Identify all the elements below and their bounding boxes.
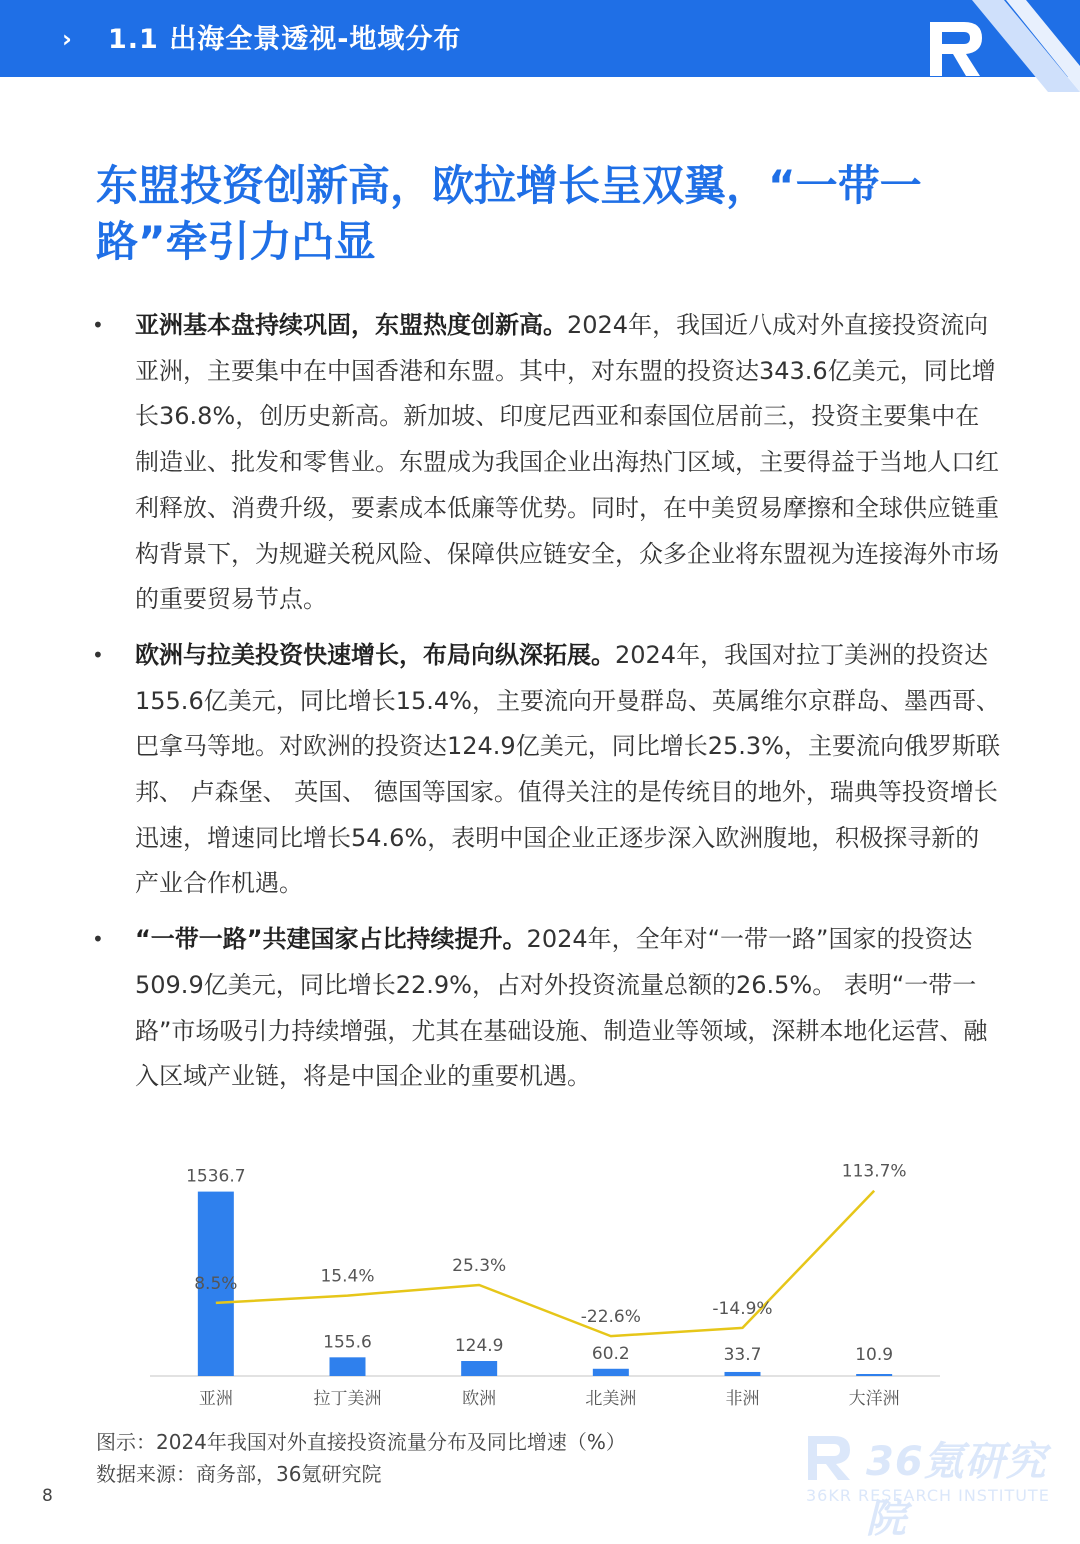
bar-value-label-0: 1536.7 xyxy=(186,1166,246,1187)
category-label-2: 欧洲 xyxy=(462,1389,497,1409)
page-number: 8 xyxy=(42,1486,53,1506)
bullet-dot-icon: • xyxy=(92,642,104,667)
bullet-lead: 亚洲基本盘持续巩固，东盟热度创新高。 xyxy=(135,311,567,339)
watermark-name: 36氪研究院 xyxy=(866,1439,1047,1542)
growth-value-label-3: -22.6% xyxy=(580,1307,641,1328)
watermark-logo-icon xyxy=(804,1430,862,1486)
chart-caption: 图示：2024年我国对外直接投资流量分布及同比增速（%） xyxy=(96,1430,626,1454)
growth-value-label-5: 113.7% xyxy=(841,1161,907,1182)
category-label-5: 大洋洲 xyxy=(848,1389,900,1409)
bullet-lead: 欧洲与拉美投资快速增长，布局向纵深拓展。 xyxy=(135,640,615,669)
growth-value-label-2: 25.3% xyxy=(452,1256,507,1277)
bullet-item xyxy=(92,303,1002,623)
page-headline: 东盟投资创新高，欧拉增长呈双翼，“一带一路”牵引力凸显 xyxy=(96,161,922,266)
category-label-0: 亚洲 xyxy=(198,1389,233,1409)
36kr-logo-icon xyxy=(920,0,1080,92)
watermark xyxy=(800,1428,1060,1542)
bar-value-label-3: 60.2 xyxy=(591,1343,630,1364)
growth-value-label-1: 15.4% xyxy=(320,1266,375,1287)
bullet-list xyxy=(92,303,1002,1110)
bullet-dot-icon: • xyxy=(92,313,104,337)
bullet-body: 2024年，我国对拉丁美洲的投资达155.6亿美元，同比增长15.4%，主要流向开曼群岛、英属维尔京群岛、墨西哥、巴拿马等地。对欧洲的投资达124.9亿美元，同比增长25.3%，主要流向俄罗斯联邦、 卢森堡、 英国、 德国等国家。值得关注的是传统目的地外，瑞典等投资增长迅速，增速同比增长54.6%，表明中国企业正逐步深入欧洲腹地，积极探寻新的产业合作机遇。 xyxy=(135,640,1000,898)
data-source: 数据来源：商务部，36氪研究院 xyxy=(96,1462,382,1486)
growth-value-label-0: 8.5% xyxy=(194,1273,238,1294)
bullet-lead: “一带一路”共建国家占比持续提升。 xyxy=(135,925,527,954)
growth-value-label-4: -14.9% xyxy=(712,1298,773,1319)
investment-chart xyxy=(150,1140,940,1420)
bar-4 xyxy=(725,1372,761,1376)
bar-2 xyxy=(461,1361,497,1376)
bullet-item xyxy=(92,917,1002,1100)
bar-3 xyxy=(593,1369,629,1376)
category-label-3: 北美洲 xyxy=(585,1389,637,1409)
bar-1 xyxy=(330,1357,366,1376)
bar-value-label-4: 33.7 xyxy=(723,1345,762,1365)
chevron-right-icon: › xyxy=(62,25,72,53)
bullet-body: 2024年，我国近八成对外直接投资流向亚洲，主要集中在中国香港和东盟。其中，对东盟的投资达343.6亿美元，同比增长36.8%，创历史新高。新加坡、印度尼西亚和泰国位居前三，投资主要集中在制造业、批发和零售业。东盟成为我国企业出海热门区域，主要得益于当地人口红利释放、消费升级，要素成本低廉等优势。同时，在中美贸易摩擦和全球供应链重构背景下，为规避关税风险、保障供应链安全，众多企业将东盟视为连接海外市场的重要贸易节点。 xyxy=(135,311,999,614)
bar-5 xyxy=(856,1374,892,1376)
bullet-item xyxy=(92,633,1002,907)
bullet-dot-icon: • xyxy=(92,927,104,952)
bar-value-label-1: 155.6 xyxy=(323,1332,372,1353)
category-label-1: 拉丁美洲 xyxy=(313,1389,382,1409)
category-label-4: 非洲 xyxy=(725,1389,760,1409)
section-title: 1.1 出海全景透视-地域分布 xyxy=(108,24,462,55)
bar-value-label-5: 10.9 xyxy=(855,1345,894,1365)
watermark-subtitle: 36KR RESEARCH INSTITUTE xyxy=(806,1486,1050,1505)
bar-value-label-2: 124.9 xyxy=(454,1336,504,1357)
bullet-body: 2024年，全年对“一带一路”国家的投资达509.9亿美元，同比增长22.9%，占对外投资流量总额的26.5%。 表明“一带一路”市场吸引力持续增强，尤其在基础设施、制造业等领域，深耕本地化运营、融入区域产业链，将是中国企业的重要机遇。 xyxy=(135,925,988,1091)
growth-line xyxy=(216,1191,874,1336)
